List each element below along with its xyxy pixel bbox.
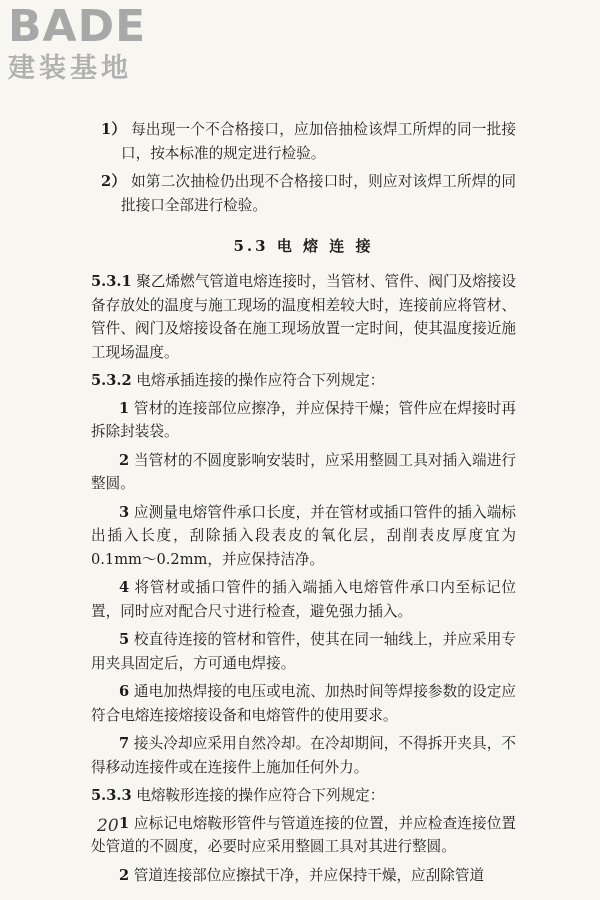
item-text: 应标记电熔鞍形管件与管道连接的位置，并应检查连接位置处管道的不圆度，必要时应采用整圆工具对其进行整圆。 [91,814,516,855]
list-item-2 [91,170,516,217]
item-text: 如第二次抽检仍出现不合格接口时，则应对该焊工所焊的同批接口全部进行检验。 [121,173,516,214]
logo-wordmark: BADE [8,1,147,52]
clause-item [91,576,516,623]
item-text: 管道连接部位应擦拭干净，并应保持干燥，应刮除管道 [133,866,485,884]
item-text: 应测量电熔管件承口长度，并在管材或插口管件的插入端标出插入长度，刮除插入段表皮的氧化层，刮削表皮厚度宜为0.1mm～0.2mm，并应保持洁净。 [91,503,516,568]
item-number: 2 [119,451,130,469]
clause-item [91,449,516,496]
item-number: 1 [119,814,130,832]
clause-number: 5.3.3 [91,787,132,804]
clause-item [91,680,516,727]
item-text: 每出现一个不合格接口，应加倍抽检该焊工所焊的同一批接口，按本标准的规定进行检验。 [121,121,516,162]
clause-item [91,732,516,779]
item-text: 接头冷却应采用自然冷却。在冷却期间，不得拆开夹具，不得移动连接件或在连接件上施加任何外力。 [91,735,516,776]
item-number: 2） [101,173,127,190]
clause-text: 聚乙烯燃气管道电熔连接时，当管材、管件、阀门及熔接设备存放处的温度与施工现场的温度相差较大时，连接前应将管材、管件、阀门及熔接设备在施工现场放置一定时间，使其温度接近施工现场温度。 [91,273,516,361]
clause-5-3-3 [91,784,516,808]
clause-item [91,628,516,675]
item-number: 7 [119,735,130,752]
clause-5-3-2 [91,369,516,393]
section-heading: 5.3 电 熔 连 接 [233,237,374,255]
logo-subtitle: 建装基地 [8,53,132,84]
item-number: 5 [119,631,130,648]
page-number: 20 [97,816,119,836]
item-number: 6 [119,683,130,700]
clause-item [91,812,516,859]
clause-item [91,501,516,572]
item-number: 3 [119,503,130,521]
item-text: 管材的连接部位应擦净，并应保持干燥；管件应在焊接时再拆除封装袋。 [91,399,516,440]
clause-item [91,864,516,888]
bade-logo [8,1,178,90]
list-item-1 [91,118,516,165]
item-number: 4 [119,579,130,596]
item-text: 将管材或插口管件的插入端插入电熔管件承口内至标记位置，同时应对配合尺寸进行检查，避免强力插入。 [91,579,516,620]
clause-number: 5.3.2 [91,372,132,389]
document-body [91,118,516,892]
clause-5-3-1 [91,270,516,364]
item-text: 当管材的不圆度影响安装时，应采用整圆工具对插入端进行整圆。 [91,451,516,492]
item-number: 1 [119,399,130,417]
clause-text: 电熔承插连接的操作应符合下列规定： [136,372,385,389]
item-text: 通电加热焊接的电压或电流、加热时间等焊接参数的设定应符合电熔连接熔接设备和电熔管件的使用要求。 [91,683,516,724]
clause-number: 5.3.1 [91,273,132,290]
item-text: 校直待连接的管材和管件，使其在同一轴线上，并应采用专用夹具固定后，方可通电焊接。 [91,631,516,672]
clause-item [91,397,516,444]
item-number: 2 [119,866,130,884]
clause-text: 电熔鞍形连接的操作应符合下列规定： [136,787,385,804]
item-number: 1） [101,121,127,138]
